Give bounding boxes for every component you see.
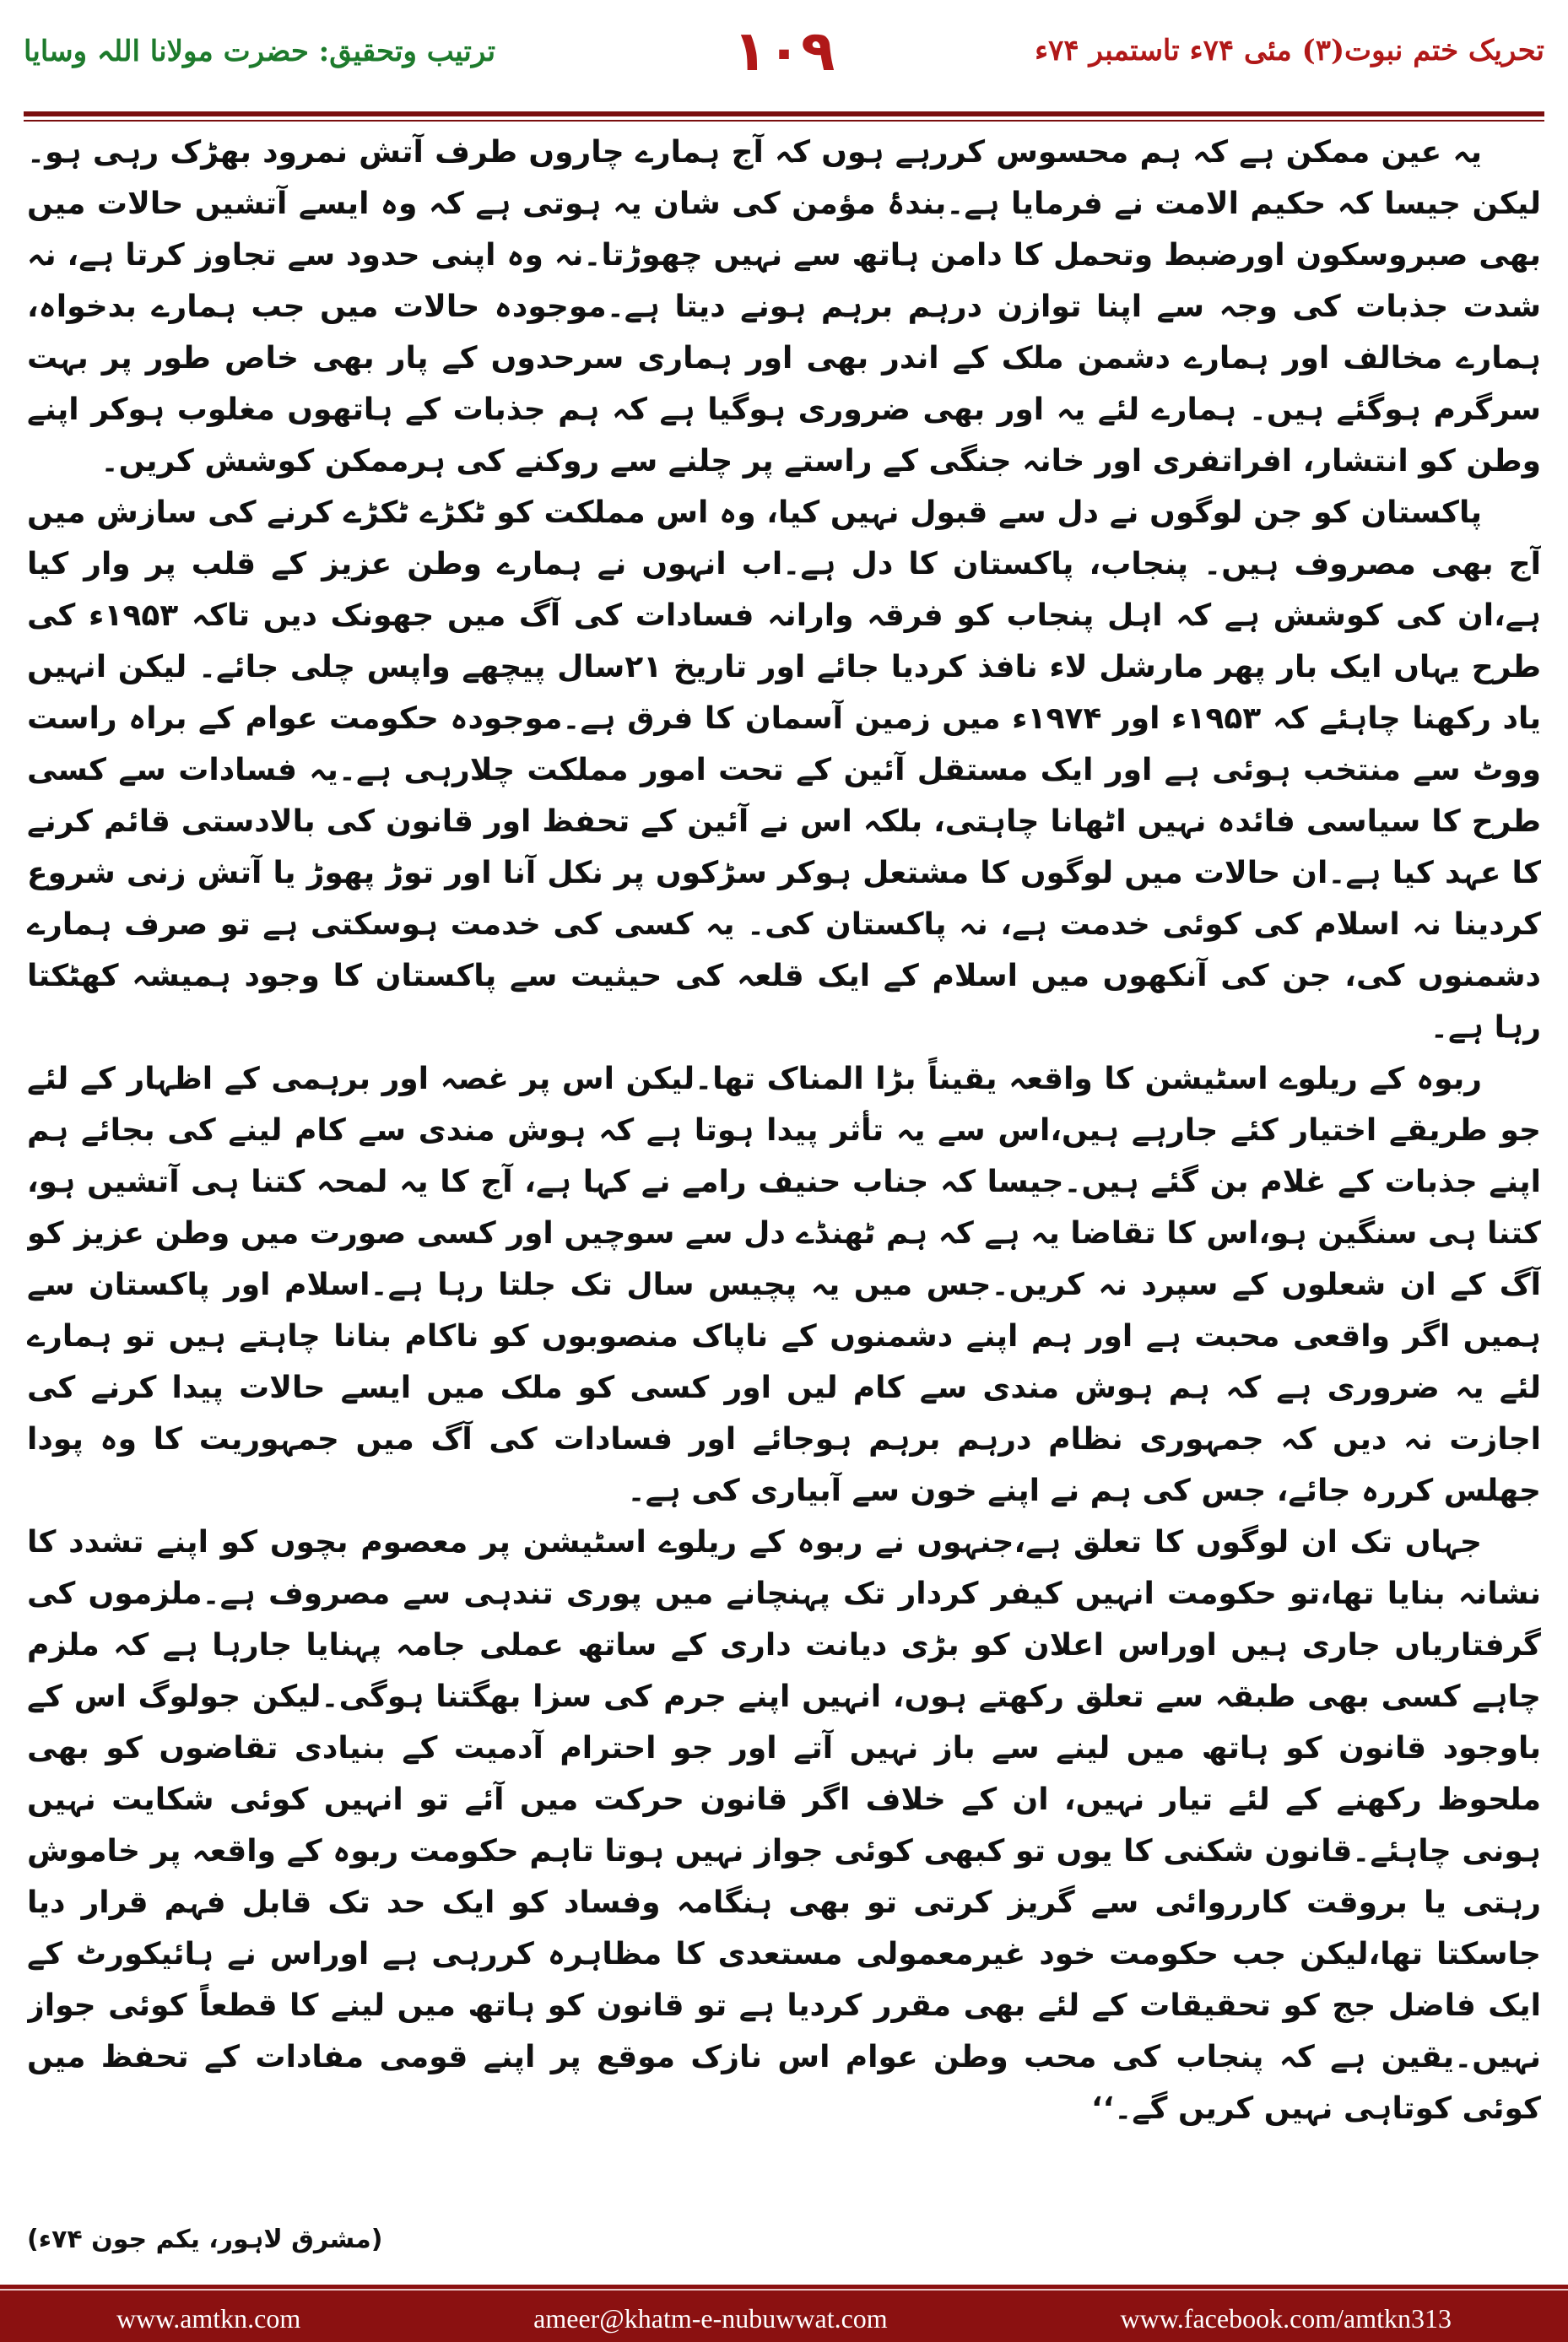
page-footer	[0, 2285, 1568, 2342]
paragraph-4: جہاں تک ان لوگوں کا تعلق ہے،جنہوں نے ربوہ کے ریلوے اسٹیشن پر معصوم بچوں کو اپنے تشدد کا نشانہ بنایا تھا،تو حکومت انہیں کیفر کردار تک پہنچانے میں پوری تندہی سے مصروف ہے۔ملزموں کی گرفتاریاں جاری ہیں اوراس اعلان کو بڑی دیانت داری کے ساتھ عملی جامہ پہنایا جارہا ہے کہ ملزم چاہے کسی بھی طبقہ سے تعلق رکھتے ہوں، انہیں اپنے جرم کی سزا بھگتنا ہوگی۔لیکن جولوگ اس کے باوجود قانون کو ہاتھ میں لینے سے باز نہیں آتے اور جو احترام آدمیت کے بنیادی تقاضوں کو بھی ملحوظ رکھنے کے لئے تیار نہیں، ان کے خلاف اگر قانون حرکت میں آئے تو انہیں کوئی شکایت نہیں ہونی چاہئے۔قانون شکنی کا یوں تو کبھی کوئی جواز نہیں ہوتا تاہم حکومت ربوہ کے واقعہ پر خاموش رہتی یا بروقت کارروائی سے گریز کرتی تو بھی ہنگامہ وفساد کو ایک حد تک قابل فہم قرار دیا جاسکتا تھا،لیکن جب حکومت خود غیرمعمولی مستعدی کا مظاہرہ کررہی ہے اوراس نے ہائیکورٹ کے ایک فاضل جج کو تحقیقات کے لئے بھی مقرر کردیا ہے تو قانون کو ہاتھ میں لینے کا قطعاً کوئی جواز نہیں۔یقین ہے کہ پنجاب کی محب وطن عوام اس نازک موقع پر اپنے قومی مفادات کے تحفظ میں کوئی کوتاہی نہیں کریں گے۔‘‘	[27, 1525, 1541, 2126]
paragraph-1: یہ عین ممکن ہے کہ ہم محسوس کررہے ہوں کہ آج ہمارے چاروں طرف آتش نمرود بھڑک رہی ہو۔لیکن جیسا کہ حکیم الامت نے فرمایا ہے۔بندۂ مؤمن کی شان یہ ہوتی ہے کہ وہ ایسے آتشیں حالات میں بھی صبروسکون اورضبط وتحمل کا دامن ہاتھ سے نہیں چھوڑتا۔نہ وہ اپنی حدود سے تجاوز کرتا ہے، نہ شدت جذبات کی وجہ سے اپنا توازن درہم برہم ہونے دیتا ہے۔موجودہ حالات میں جب ہمارے بدخواہ، ہمارے مخالف اور ہمارے دشمن ملک کے اندر بھی اور ہماری سرحدوں کے پار بھی خاص طور پر بہت سرگرم ہوگئے ہیں۔ ہمارے لئے یہ اور بھی ضروری ہوگیا ہے کہ ہم جذبات کے ہاتھوں مغلوب ہوکر اپنے وطن کو انتشار، افراتفری اور خانہ جنگی کے راستے پر چلنے سے روکنے کی ہرممکن کوشش کریں۔	[27, 135, 1541, 479]
citation-row	[27, 2225, 1541, 2258]
page-number: ۱۰۹	[733, 19, 835, 84]
book-title: تحریک ختم نبوت(۳) مئی ۷۴ء تاستمبر ۷۴ء	[1035, 34, 1544, 68]
header-divider-thin	[24, 120, 1544, 122]
source-citation: (مشرق لاہور، یکم جون ۷۴ء)	[27, 2225, 383, 2254]
paragraph-2: پاکستان کو جن لوگوں نے دل سے قبول نہیں کیا، وہ اس مملکت کو ٹکڑے ٹکڑے کرنے کی سازش میں آج بھی مصروف ہیں۔ پنجاب، پاکستان کا دل ہے۔اب انہوں نے ہمارے وطن عزیز کے قلب پر وار کیا ہے،ان کی کوشش ہے کہ اہل پنجاب کو فرقہ وارانہ فسادات کی آگ میں جھونک دیں تاکہ ۱۹۵۳ء کی طرح یہاں ایک بار پھر مارشل لاء نافذ کردیا جائے اور تاریخ ۲۱سال پیچھے واپس چلی جائے۔ لیکن انہیں یاد رکھنا چاہئے کہ ۱۹۵۳ء اور ۱۹۷۴ء میں زمین آسمان کا فرق ہے۔موجودہ حکومت عوام کے براہ راست ووٹ سے منتخب ہوئی ہے اور ایک مستقل آئین کے تحت امور مملکت چلارہی ہے۔یہ فسادات سے کسی طرح کا سیاسی فائدہ نہیں اٹھانا چاہتی، بلکہ اس نے آئین کے تحفظ اور قانون کی بالادستی قائم کرنے کا عہد کیا ہے۔ان حالات میں لوگوں کا مشتعل ہوکر سڑکوں پر نکل آنا اور توڑ پھوڑ یا آتش زنی شروع کردینا نہ اسلام کی کوئی خدمت ہے، نہ پاکستان کی۔ یہ کسی کی خدمت ہوسکتی ہے تو صرف ہمارے دشمنوں کی، جن کی آنکھوں میں اسلام کے ایک قلعہ کی حیثیت سے پاکستان کا وجود ہمیشہ کھٹکتا رہا ہے۔	[27, 495, 1541, 1045]
website-link[interactable]: www.amtkn.com	[116, 2303, 301, 2334]
article-body	[27, 127, 1541, 2253]
email-link[interactable]: ameer@khatm-e-nubuwwat.com	[533, 2303, 888, 2334]
footer-divider	[0, 2289, 1568, 2291]
page-header	[24, 17, 1544, 108]
paragraph-3: ربوہ کے ریلوے اسٹیشن کا واقعہ یقیناً بڑا المناک تھا۔لیکن اس پر غصہ اور برہمی کے اظہار کے لئے جو طریقے اختیار کئے جارہے ہیں،اس سے یہ تأثر پیدا ہوتا ہے کہ ہوش مندی سے کام لینے کی بجائے ہم اپنے جذبات کے غلام بن گئے ہیں۔جیسا کہ جناب حنیف رامے نے کہا ہے، آج کا یہ لمحہ کتنا ہی آتشیں ہو، کتنا ہی سنگین ہو،اس کا تقاضا یہ ہے کہ ہم ٹھنڈے دل سے سوچیں اور کسی صورت میں وطن عزیز کو آگ کے ان شعلوں کے سپرد نہ کریں۔جس میں یہ پچیس سال تک جلتا رہا ہے۔اسلام اور پاکستان سے ہمیں اگر واقعی محبت ہے اور ہم اپنے دشمنوں کے ناپاک منصوبوں کو ناکام بنانا چاہتے ہیں تو ہمارے لئے یہ ضروری ہے کہ ہم ہوش مندی سے کام لیں اور کسی کو ملک میں ایسے حالات پیدا کرنے کی اجازت نہ دیں کہ جمہوری نظام درہم برہم ہوجائے اور فسادات کی آگ میں جمہوریت کا وہ پودا جھلس کررہ جائے، جس کی ہم نے اپنے خون سے آبیاری کی ہے۔	[27, 1062, 1541, 1508]
facebook-link[interactable]: www.facebook.com/amtkn313	[1120, 2303, 1452, 2334]
compiler-credit: ترتیب وتحقیق: حضرت مولانا اللہ وسایا	[24, 35, 496, 68]
header-divider	[24, 111, 1544, 116]
